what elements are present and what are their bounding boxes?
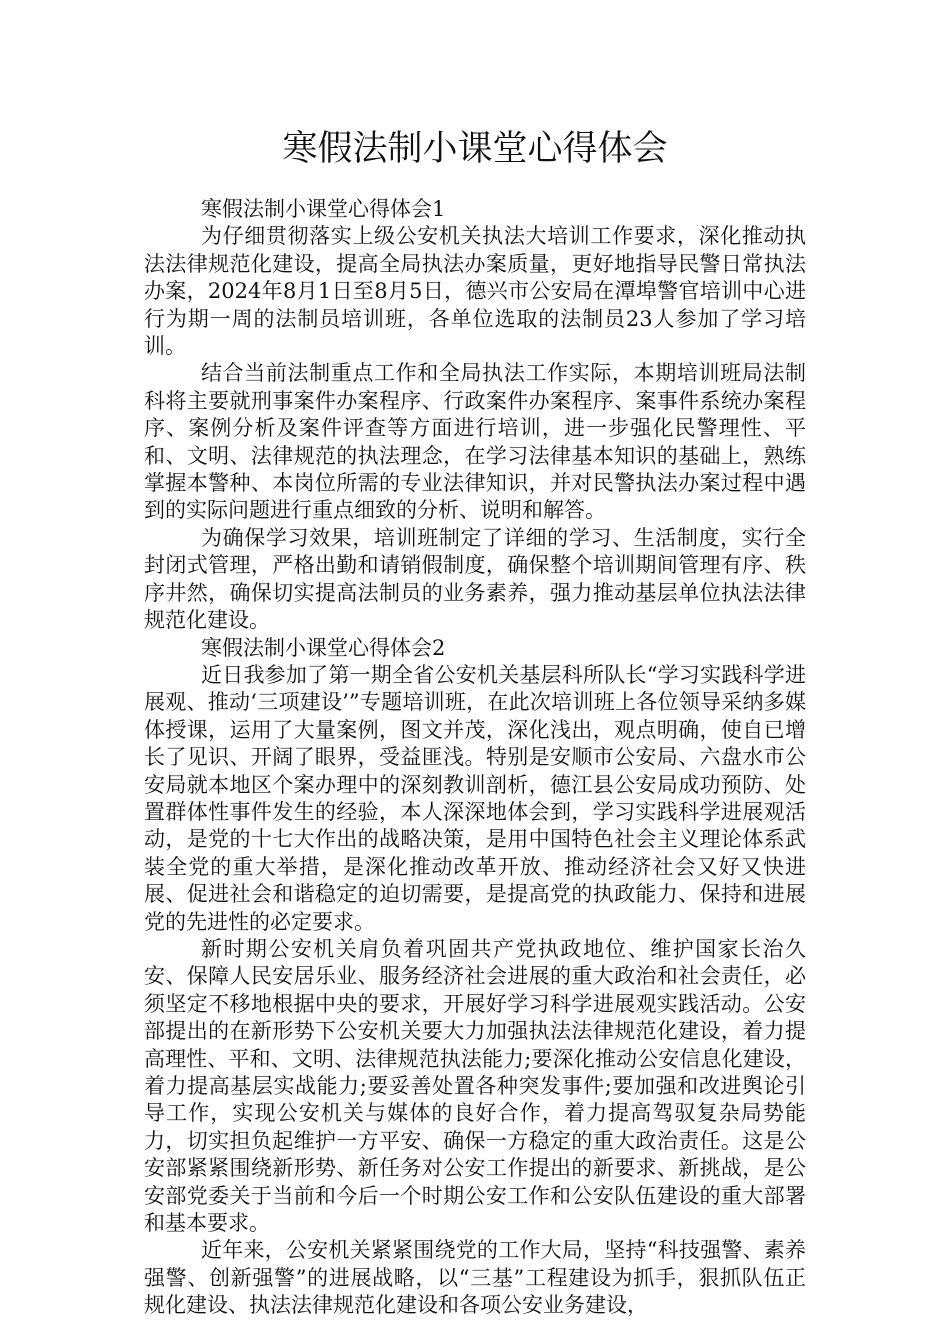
section-heading-1: 寒假法制小课堂心得体会1	[201, 197, 446, 221]
body-paragraph: 近年来，公安机关紧紧围绕党的工作大局，坚持“科技强警、素养强警、创新强警”的进展战略，以“三基”工程建设为抓手，狠抓队伍正规化建设、执法法律规范化建设和各项公安业务建设，	[144, 1238, 806, 1318]
body-paragraph: 为确保学习效果，培训班制定了详细的学习、生活制度，实行全封闭式管理，严格出勤和请销假制度，确保整个培训期间管理有序、秩序井然，确保切实提高法制员的业务素养，强力推动基层单位执法法律规范化建设。	[144, 525, 806, 633]
document-title: 寒假法制小课堂心得体会	[282, 129, 668, 169]
body-paragraph: 为仔细贯彻落实上级公安机关执法大培训工作要求，深化推动执法法律规范化建设，提高全局执法办案质量，更好地指导民警日常执法办案，2024年8月1日至8月5日，德兴市公安局在潭埠警官培训中心进行为期一周的法制员培训班，各单位选取的法制员23人参加了学习培训。	[144, 224, 806, 359]
body-paragraph: 新时期公安机关肩负着巩固共产党执政地位、维护国家长治久安、保障人民安居乐业、服务经济社会进展的重大政治和社会责任，必须坚定不移地根据中央的要求，开展好学习科学进展观实践活动。公安部提出的在新形势下公安机关要大力加强执法法律规范化建设，着力提高理性、平和、文明、法律规范执法能力;要深化推动公安信息化建设，着力提高基层实战能力;要妥善处置各种突发事件;要加强和改进舆论引导工作，实现公安机关与媒体的良好合作，着力提高驾驭复杂局势能力，切实担负起维护一方平安、确保一方稳定的重大政治责任。这是公安部紧紧围绕新形势、新任务对公安工作提出的新要求、新挑战，是公安部党委关于当前和今后一个时期公安工作和公安队伍建设的重大部署和基本要求。	[144, 936, 806, 1236]
section-heading-2: 寒假法制小课堂心得体会2	[201, 635, 446, 660]
body-paragraph: 近日我参加了第一期全省公安机关基层科所队长“学习实践科学进展观、推动‘三项建设’”专题培训班，在此次培训班上各位领导采纳多媒体授课，运用了大量案例，图文并茂，深化浅出，观点明确，使自已增长了见识、开阔了眼界，受益匪浅。特别是安顺市公安局、六盘水市公安局就本地区个案办理中的深刻教训剖析，德江县公安局成功预防、处置群体性事件发生的经验，本人深深地体会到，学习实践科学进展观活动，是党的十七大作出的战略决策，是用中国特色社会主义理论体系武装全党的重大举措，是深化推动改革开放、推动经济社会又好又快进展、促进社会和谐稳定的迫切需要，是提高党的执政能力、保持和进展党的先进性的必定要求。	[144, 662, 806, 934]
document-body	[144, 196, 806, 1320]
body-paragraph: 结合当前法制重点工作和全局执法工作实际，本期培训班局法制科将主要就刑事案件办案程序、行政案件办案程序、案事件系统办案程序、案例分析及案件评查等方面进行培训，进一步强化民警理性、平和、文明、法律规范的执法理念，在学习法律基本知识的基础上，熟练掌握本警种、本岗位所需的专业法律知识，并对民警执法办案过程中遇到的实际问题进行重点细致的分析、说明和解答。	[144, 361, 806, 523]
